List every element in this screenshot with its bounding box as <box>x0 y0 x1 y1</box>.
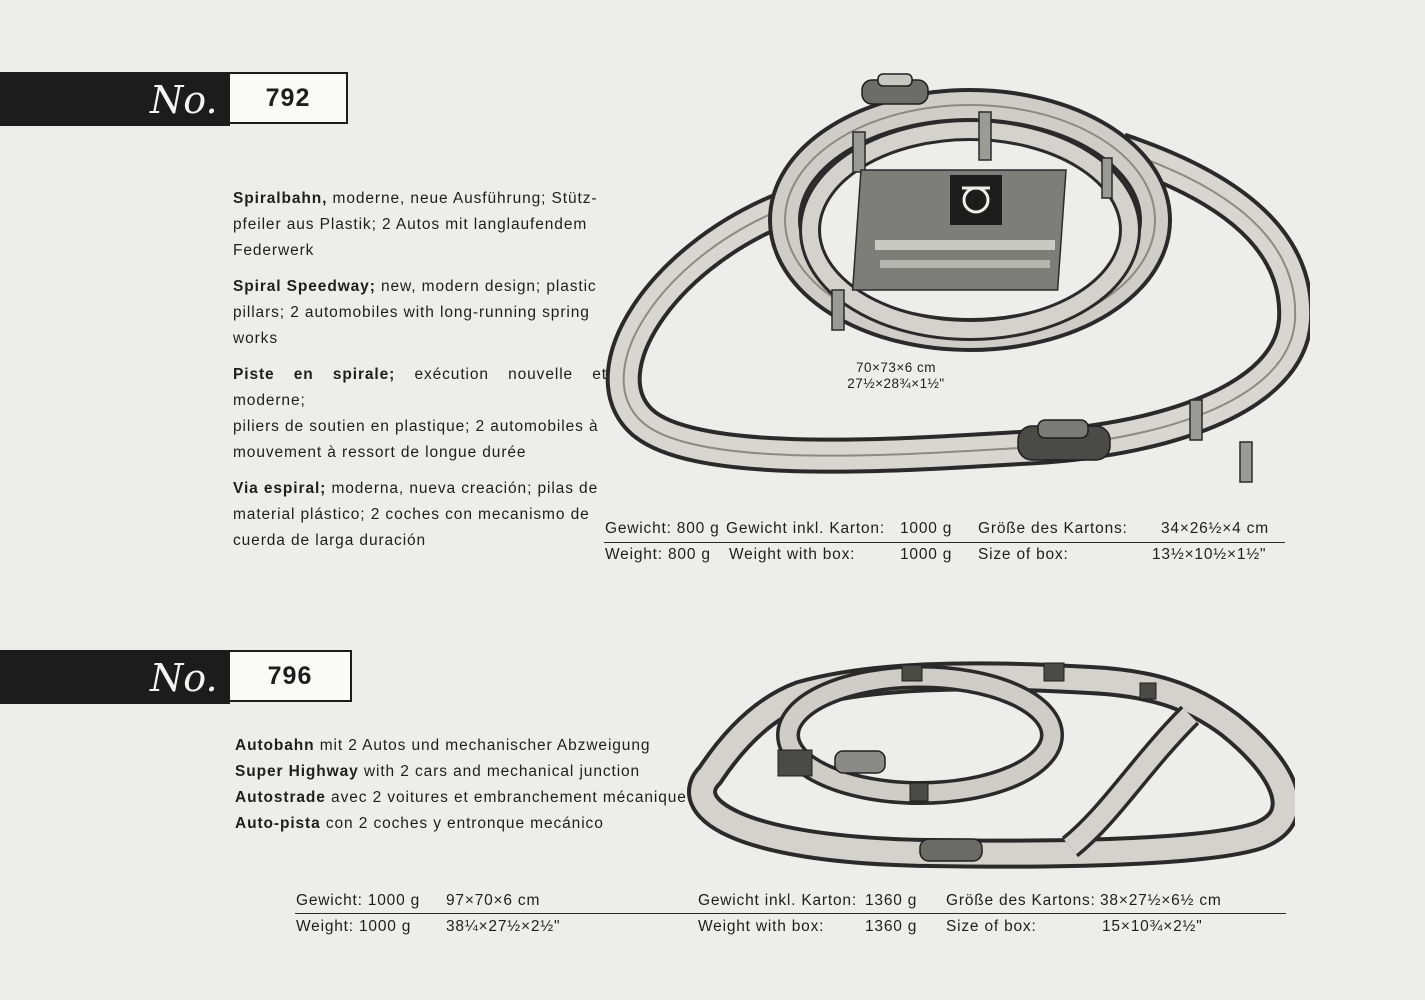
line: piliers de soutien en plastique; 2 automobiles à <box>233 418 599 435</box>
spec-en-dims: 38¼×27½×2½" <box>446 918 561 935</box>
description-en <box>233 274 607 352</box>
line: works <box>233 330 278 347</box>
title-de: Spiralbahn, <box>233 190 328 207</box>
item-792-description <box>233 186 607 564</box>
spec-divider <box>295 913 1286 914</box>
item-792-number: 792 <box>228 72 348 124</box>
item-792-dimensions <box>832 360 960 392</box>
dimensions-metric: 70×73×6 cm <box>855 360 937 375</box>
spec-en-weight-box-label: Weight with box: <box>729 546 856 563</box>
description-es <box>233 476 607 554</box>
title-es: Auto-pista <box>235 815 321 832</box>
spec-de-weight-box-label: Gewicht inkl. Karton: <box>726 520 885 537</box>
spec-de-dims: 97×70×6 cm <box>446 892 541 909</box>
super-highway-illustration <box>670 655 1295 875</box>
no-script-label: No. <box>150 78 218 122</box>
text-es: con 2 coches y entronque mecánico <box>325 815 604 832</box>
spec-en-weight: Weight: 1000 g <box>296 918 412 935</box>
spec-de-box-label: Größe des Kartons: <box>946 892 1096 909</box>
dimensions-imperial: 27½×28¾×1½" <box>847 376 945 391</box>
spec-de-weight-box-label: Gewicht inkl. Karton: <box>698 892 857 909</box>
line-en <box>235 759 675 785</box>
item-796-number: 796 <box>228 650 352 702</box>
description-fr <box>233 362 607 466</box>
spec-divider <box>604 542 1285 543</box>
line: new, modern design; plastic <box>380 278 597 295</box>
spec-en-box-label: Size of box: <box>946 918 1037 935</box>
line: moderne, neue Ausführung; Stütz- <box>332 190 598 207</box>
title-es: Via espiral; <box>233 480 327 497</box>
spec-en-box-label: Size of box: <box>978 546 1069 563</box>
line-de <box>235 733 675 759</box>
spec-de-box: 38×27½×6½ cm <box>1100 892 1222 909</box>
text-fr: avec 2 voitures et embranchement mécanique <box>331 789 687 806</box>
line-es <box>235 811 675 837</box>
line: material plástico; 2 coches con mecanismo de <box>233 506 590 523</box>
spec-en-weight-box: 1000 g <box>900 546 953 563</box>
title-en: Spiral Speedway; <box>233 278 376 295</box>
spec-de-box-label: Größe des Kartons: <box>978 520 1128 537</box>
spec-en-weight-box: 1360 g <box>865 918 918 935</box>
line: Federwerk <box>233 242 315 259</box>
line: pfeiler aus Plastik; 2 Autos mit langlaufendem <box>233 216 588 233</box>
line: mouvement à ressort de longue durée <box>233 444 527 461</box>
spec-en-box: 15×10¾×2½" <box>1102 918 1203 935</box>
title-fr: Piste en spirale; <box>233 366 396 383</box>
spec-en-weight: Weight: 800 g <box>605 546 711 563</box>
spec-de-weight-box: 1000 g <box>900 520 953 537</box>
item-796-banner <box>0 650 230 704</box>
line-fr <box>235 785 687 811</box>
item-792-banner <box>0 72 230 126</box>
line: pillars; 2 automobiles with long-running spring <box>233 304 590 321</box>
text-de: mit 2 Autos und mechanischer Abzweigung <box>319 737 651 754</box>
description-de <box>233 186 607 264</box>
item-796-description <box>235 733 687 837</box>
no-script-label: No. <box>150 656 218 700</box>
spiral-speedway-illustration <box>600 70 1310 500</box>
line: cuerda de larga duración <box>233 532 427 549</box>
title-en: Super Highway <box>235 763 359 780</box>
line: exécution nouvelle et moderne; <box>233 366 608 409</box>
spec-de-weight: Gewicht: 1000 g <box>296 892 421 909</box>
spec-de-box: 34×26½×4 cm <box>1161 520 1269 537</box>
spec-en-weight-box-label: Weight with box: <box>698 918 825 935</box>
title-fr: Autostrade <box>235 789 326 806</box>
title-de: Autobahn <box>235 737 315 754</box>
text-en: with 2 cars and mechanical junction <box>363 763 641 780</box>
spec-en-box: 13½×10½×1½" <box>1152 546 1267 563</box>
spec-de-weight-box: 1360 g <box>865 892 918 909</box>
line: moderna, nueva creación; pilas de <box>331 480 599 497</box>
spec-de-weight: Gewicht: 800 g <box>605 520 720 537</box>
